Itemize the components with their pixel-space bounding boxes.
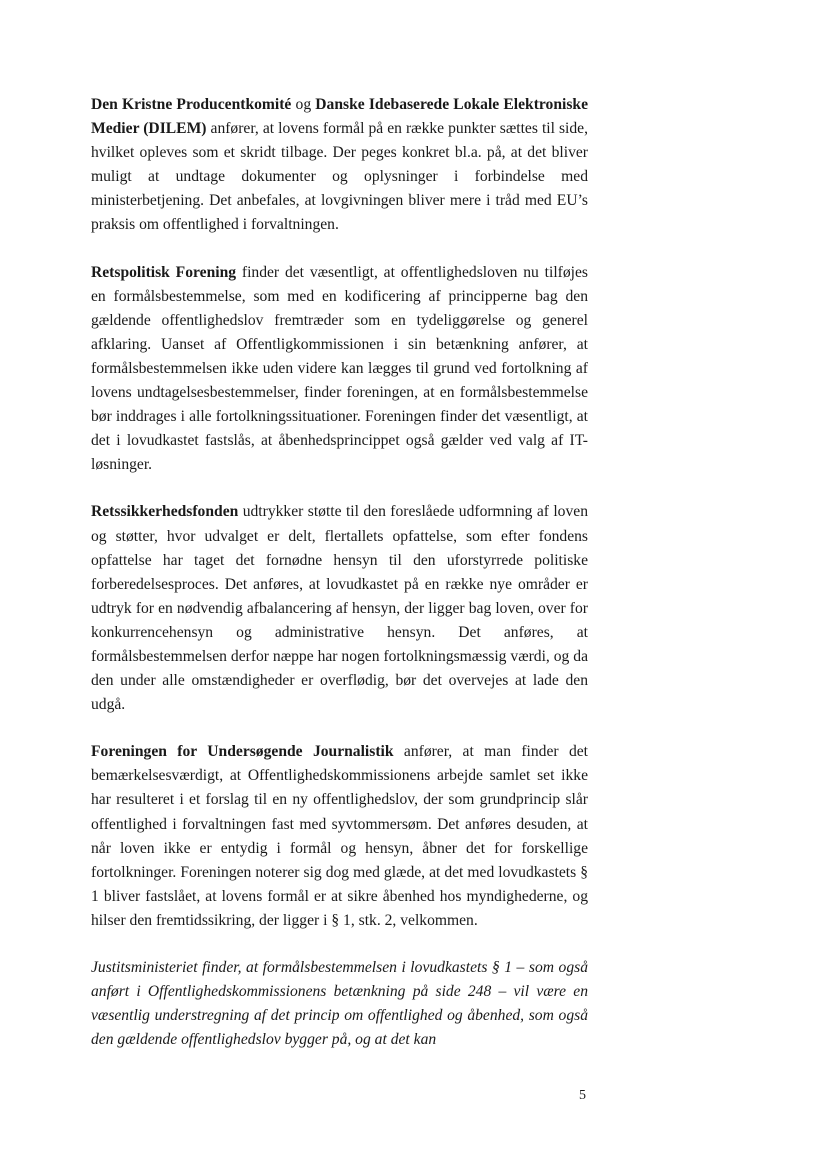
paragraph-undersoegende-journalistik	[91, 740, 588, 933]
paragraph-text: udtrykker støtte til den foreslåede udformning af loven og støtter, hvor udvalget er delt, flertallets opfattelse, som efter fondens opfattelse har taget det fornødne hensyn til den uforstyrrede politiske forberedelsesproces. Det anføres, at lovudkastet på en række nye områder er udtryk for en nødvendig afbalancering af hensyn, der ligger bag loven, over for konkurrencehensyn og administrative hensyn. Det anføres, at formålsbestemmelsen derfor næppe har nogen fortolkningsmæssig værdi, og da den under alle omstændigheder er overflødig, bør det overvejes at lade den udgå.	[91, 503, 588, 714]
organization-name: Den Kristne Producentkomité	[91, 96, 292, 113]
paragraph-retspolitisk-forening	[91, 261, 588, 478]
organization-name: Danske Idebaserede Lokale Elektroniske Medier (DILEM)	[91, 96, 589, 138]
paragraph-text: finder det væsentligt, at offentlighedsloven nu tilføjes en formålsbestemmelse, som med en kodificering af principperne bag den gældende offentlighedslov fremtræder som en tydeliggørelse og generel afklaring. Uanset af Offentligkommissionen i sin betænkning anfører, at formålsbestemmelsen ikke uden videre kan lægges til grund ved fortolkning af lovens undtagelsesbestemmelser, finder foreningen, at en formålsbestemmelse bør inddrages i alle fortolkningssituationer. Foreningen finder det væsentligt, at det i lovudkastet fastslås, at åbenhedsprincippet også gælder ved valg af IT-løsninger.	[91, 263, 588, 474]
paragraph-text: anfører, at man finder det bemærkelsesværdigt, at Offentlighedskommissionens arbejde samlet set ikke har resulteret i et forslag til en ny offentlighedslov, der som grundprincip slår offentlighed i forvaltningen fast med syvtommersøm. Det anføres desuden, at når loven ikke er entydig i formål og hensyn, åbner det for forskellige fortolkninger. Foreningen noterer sig dog med glæde, at det med lovudkastets § 1 bliver fastslået, at lovens formål er at sikre åbenhed hos myndighederne, og hilser den fremtidssikring, der ligger i § 1, stk. 2, velkommen.	[91, 743, 588, 929]
organization-name: Foreningen for Undersøgende Journalistik	[91, 743, 394, 761]
paragraph-justitsministeriet-response	[91, 956, 588, 1052]
organization-name: Retspolitisk Forening	[91, 263, 237, 281]
paragraph-text: og	[291, 96, 316, 113]
paragraph-text: Justitsministeriet finder, at formålsbestemmelsen i lovudkastets § 1 – som også anført i Offentlighedskommissionens betænkning på side 248 – vil være en væsentlig understregning af det princip om offentlighed og åbenhed, som også den gældende offentlighedslov bygger på, og at det kan	[91, 959, 588, 1049]
paragraph-text: anfører, at lovens formål på en række punkter sættes til side, hvilket opleves som et skridt tilbage. Der peges konkret bl.a. på, at det bliver muligt at undtage dokumenter og oplysninger i forbindelse med ministerbetjening. Det anbefales, at lovgivningen bliver mere i tråd med EU’s praksis om offentlighed i forvaltningen.	[91, 120, 588, 234]
organization-name: Retssikkerhedsfonden	[91, 503, 239, 521]
paragraph-retssikkerhedsfonden	[91, 500, 588, 717]
document-body	[91, 93, 588, 1052]
page-number: 5	[579, 1088, 586, 1103]
paragraph-dilem	[91, 93, 588, 238]
